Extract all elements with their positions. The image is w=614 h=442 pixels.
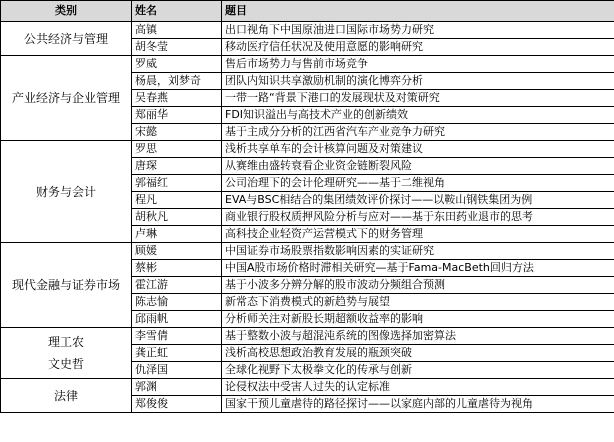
author-name-cell: 邱雨帆: [132, 311, 222, 328]
author-name-cell: 郭渊: [132, 379, 222, 396]
author-name-cell: 龚正虹: [132, 345, 222, 362]
paper-title-cell: 高科技企业轻资产运营模式下的财务管理: [222, 226, 614, 243]
paper-title-cell: 新常态下消费模式的新趋势与展望: [222, 294, 614, 311]
paper-title-cell: 浅析高校思想政治教育发展的瓶颈突破: [222, 345, 614, 362]
author-name-cell: 罗思: [132, 141, 222, 158]
paper-title-cell: EVA与BSC相结合的集团绩效评价探讨——以鞍山钢铁集团为例: [222, 192, 614, 209]
author-name-cell: 程凡: [132, 192, 222, 209]
author-name-cell: 胡秋凡: [132, 209, 222, 226]
author-name-cell: 杨晨，刘梦奇: [132, 73, 222, 90]
author-name-cell: 卢琳: [132, 226, 222, 243]
author-name-cell: 唐琛: [132, 158, 222, 175]
table-row: [1, 56, 614, 73]
category-cell: 法律: [1, 379, 132, 413]
paper-title-cell: 从赛维由盛转衰看企业资金链断裂风险: [222, 158, 614, 175]
author-name-cell: 郑俊俊: [132, 396, 222, 413]
category-cell: 理工农 文史哲: [1, 328, 132, 379]
paper-title-cell: 中国A股市场价格时滞相关研究—基于Fama-MacBeth回归方法: [222, 260, 614, 277]
paper-title-cell: 基于整数小波与超混沌系统的图像选择加密算法: [222, 328, 614, 345]
category-cell: 财务与会计: [1, 141, 132, 243]
paper-title-cell: 分析师关注对新股长期超额收益率的影响: [222, 311, 614, 328]
header-name: 姓名: [132, 1, 222, 22]
paper-title-cell: 公司治理下的会计伦理研究——基于二维视角: [222, 175, 614, 192]
author-name-cell: 宋懿: [132, 124, 222, 141]
paper-title-cell: 基于小波多分辨分解的股市波动分频组合预测: [222, 277, 614, 294]
paper-title-cell: 中国证券市场股票指数影响因素的实证研究: [222, 243, 614, 260]
author-name-cell: 郑丽华: [132, 107, 222, 124]
category-cell: 产业经济与企业管理: [1, 56, 132, 141]
paper-title-cell: 论侵权法中受害人过失的认定标准: [222, 379, 614, 396]
author-name-cell: 罗威: [132, 56, 222, 73]
table-body: [1, 22, 614, 413]
paper-title-cell: FDI知识溢出与高技术产业的创新绩效: [222, 107, 614, 124]
author-name-cell: 吴春燕: [132, 90, 222, 107]
paper-title-cell: 售后市场势力与售前市场竞争: [222, 56, 614, 73]
header-row: [1, 1, 614, 22]
category-cell: 现代金融与证券市场: [1, 243, 132, 328]
paper-title-cell: 团队内知识共享激励机制的演化博弈分析: [222, 73, 614, 90]
paper-title-cell: 一带一路“背景下港口的发展现状及对策研究: [222, 90, 614, 107]
paper-title-cell: 浅析共享单车的会计核算问题及对策建议: [222, 141, 614, 158]
table-row: [1, 141, 614, 158]
table-row: [1, 22, 614, 39]
author-name-cell: 郭福红: [132, 175, 222, 192]
paper-title-cell: 移动医疗信任状况及使用意愿的影响研究: [222, 39, 614, 56]
paper-title-cell: 商业银行股权质押风险分析与应对——基于东田药业退市的思考: [222, 209, 614, 226]
header-title: 题目: [222, 1, 614, 22]
paper-title-cell: 全球化视野下太极拳文化的传承与创新: [222, 362, 614, 379]
paper-title-cell: 国家干预儿童虐待的路径探讨——以家庭内部的儿童虐待为视角: [222, 396, 614, 413]
author-name-cell: 高镇: [132, 22, 222, 39]
paper-title-cell: 基于主成分分析的江西省汽车产业竞争力研究: [222, 124, 614, 141]
author-name-cell: 胡冬莹: [132, 39, 222, 56]
author-name-cell: 蔡彬: [132, 260, 222, 277]
author-name-cell: 仇泽国: [132, 362, 222, 379]
paper-title-cell: 出口视角下中国原油进口国际市场势力研究: [222, 22, 614, 39]
author-name-cell: 李雪倩: [132, 328, 222, 345]
author-name-cell: 陈志愉: [132, 294, 222, 311]
author-name-cell: 顾媛: [132, 243, 222, 260]
author-name-cell: 霍江游: [132, 277, 222, 294]
header-category: 类别: [1, 1, 132, 22]
table-row: [1, 243, 614, 260]
table-row: [1, 328, 614, 345]
table-row: [1, 379, 614, 396]
category-cell: 公共经济与管理: [1, 22, 132, 56]
